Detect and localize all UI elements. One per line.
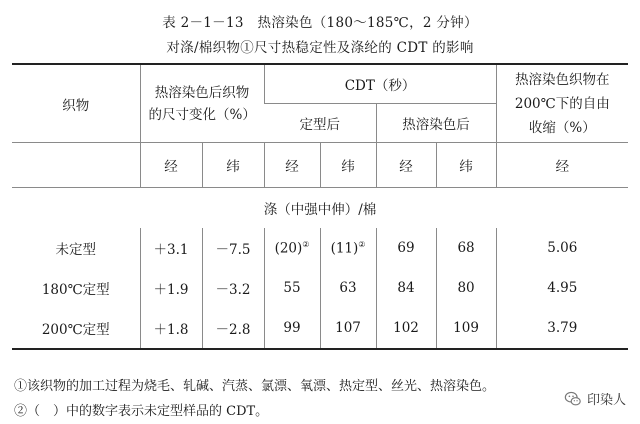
cell-dim-weft: －2.8: [202, 308, 264, 349]
cell-thermo-weft: 80: [436, 268, 496, 308]
cell-dim-warp: ＋1.9: [140, 268, 202, 308]
cell-dim-warp: ＋3.1: [140, 228, 202, 268]
footnote-marker: ②: [302, 239, 310, 249]
header-set-weft: 纬: [320, 143, 376, 188]
cell-set-weft: [320, 228, 376, 268]
header-after-thermosol: 热溶染色后: [376, 104, 496, 143]
cell-dim-weft: －3.2: [202, 268, 264, 308]
watermark: [564, 389, 626, 408]
cell-shrink: 3.79: [496, 308, 628, 349]
header-fabric: 织物: [12, 64, 140, 143]
cell-dim-warp: ＋1.8: [140, 308, 202, 349]
footnote-1: ①该织物的加工过程为烧毛、轧碱、汽蒸、氯漂、氧漂、热定型、丝光、热溶染色。: [14, 379, 496, 394]
cell-shrink: 4.95: [496, 268, 628, 308]
row-label: 200℃定型: [12, 308, 140, 349]
cell-thermo-warp: 69: [376, 228, 436, 268]
header-thermo-weft: 纬: [436, 143, 496, 188]
cell-thermo-weft: 68: [436, 228, 496, 268]
footnote-2: ②（ ）中的数字表示未定型样品的 CDT。: [14, 404, 269, 419]
cell-set-weft-value: (11): [330, 240, 359, 257]
cell-set-weft: 107: [320, 308, 376, 349]
footnote-marker: ②: [358, 239, 366, 249]
header-shrink-warp: 经: [496, 143, 628, 188]
header-set-warp: 经: [264, 143, 320, 188]
cdt-table: [12, 63, 628, 350]
header-dimension-change: 热溶染色后织物的尺寸变化（%）: [140, 64, 264, 143]
header-dim-warp: 经: [140, 143, 202, 188]
table-row: [12, 228, 628, 268]
cell-shrink: 5.06: [496, 228, 628, 268]
header-dim-weft: 纬: [202, 143, 264, 188]
cell-set-warp: 55: [264, 268, 320, 308]
watermark-text: 印染人: [586, 393, 626, 408]
group-label: 涤（中强中伸）/棉: [263, 202, 377, 218]
cell-dim-weft: －7.5: [202, 228, 264, 268]
header-free-shrinkage: 热溶染色织物在200℃下的自由收缩（%）: [496, 64, 628, 143]
cell-thermo-warp: 102: [376, 308, 436, 349]
header-thermo-warp: 经: [376, 143, 436, 188]
cell-set-warp: 99: [264, 308, 320, 349]
cell-set-weft: 63: [320, 268, 376, 308]
table-row: [12, 268, 628, 308]
cell-set-warp-value: (20): [274, 240, 303, 257]
table-caption-line1: 表 2－1－13 热溶染色（180～185℃，2 分钟）: [162, 15, 478, 31]
row-label: 未定型: [55, 242, 96, 258]
table-caption-line2: 对涤/棉织物①尺寸热稳定性及涤纶的 CDT 的影响: [166, 40, 474, 56]
cell-set-warp: [264, 228, 320, 268]
header-blank: [12, 143, 140, 188]
wechat-icon: [564, 390, 582, 408]
header-after-setting: 定型后: [264, 104, 376, 143]
table-row: [12, 308, 628, 349]
cell-thermo-warp: 84: [376, 268, 436, 308]
header-cdt: CDT（秒）: [264, 64, 496, 104]
row-label: 180℃定型: [41, 282, 110, 298]
cell-thermo-weft: 109: [436, 308, 496, 349]
